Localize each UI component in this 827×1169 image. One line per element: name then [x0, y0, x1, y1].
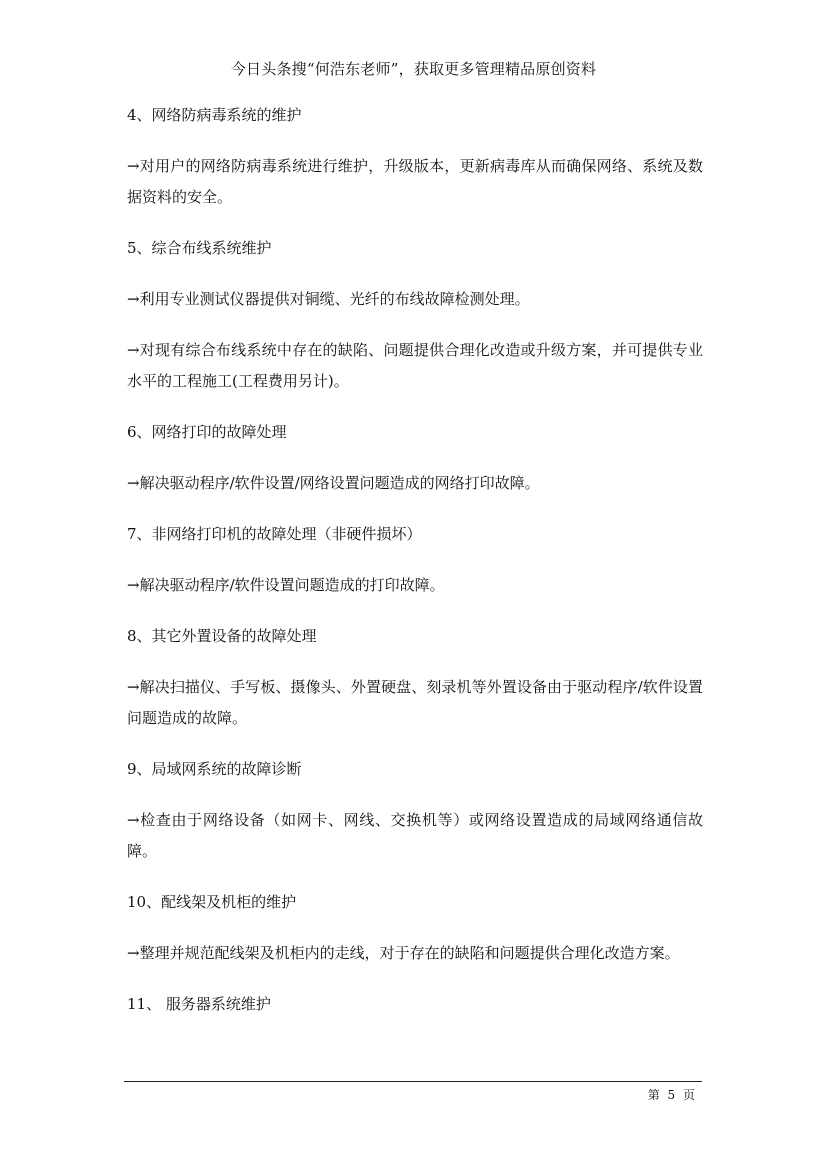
body-paragraph: →利用专业测试仪器提供对铜缆、光纤的布线故障检测处理。 — [127, 290, 530, 308]
section-heading-10: 10、配线架及机柜的维护 — [127, 893, 297, 911]
body-paragraph: →检查由于网络设备（如网卡、网线、交换机等）或网络设置造成的局域网络通信故障。 — [127, 811, 703, 860]
section-heading-4: 4、网络防病毒系统的维护 — [127, 106, 302, 124]
section-heading-5: 5、综合布线系统维护 — [127, 239, 272, 257]
section-heading-9: 9、局域网系统的故障诊断 — [127, 760, 302, 778]
body-paragraph: →对用户的网络防病毒系统进行维护，升级版本，更新病毒库从而确保网络、系统及数据资料的安全。 — [127, 157, 703, 206]
document-body — [127, 100, 703, 1040]
page-number: 第 5 页 — [647, 1088, 697, 1102]
section-heading-11: 11、 服务器系统维护 — [127, 995, 271, 1013]
section-heading-8: 8、其它外置设备的故障处理 — [127, 627, 317, 645]
body-paragraph: →整理并规范配线架及机柜内的走线，对于存在的缺陷和问题提供合理化改造方案。 — [127, 944, 680, 962]
body-paragraph: →对现有综合布线系统中存在的缺陷、问题提供合理化改造或升级方案，并可提供专业水平的工程施工(工程费用另计)。 — [127, 341, 703, 390]
body-paragraph: →解决驱动程序/软件设置问题造成的打印故障。 — [127, 576, 445, 594]
section-heading-6: 6、网络打印的故障处理 — [127, 423, 287, 441]
page-header: 今日头条搜“何浩东老师”，获取更多管理精品原创资料 — [230, 60, 597, 78]
section-heading-7: 7、非网络打印机的故障处理（非硬件损坏） — [127, 525, 422, 543]
footer-divider — [124, 1081, 702, 1082]
body-paragraph: →解决驱动程序/软件设置/网络设置问题造成的网络打印故障。 — [127, 474, 540, 492]
body-paragraph: →解决扫描仪、手写板、摄像头、外置硬盘、刻录机等外置设备由于驱动程序/软件设置问题造成的故障。 — [127, 678, 703, 727]
